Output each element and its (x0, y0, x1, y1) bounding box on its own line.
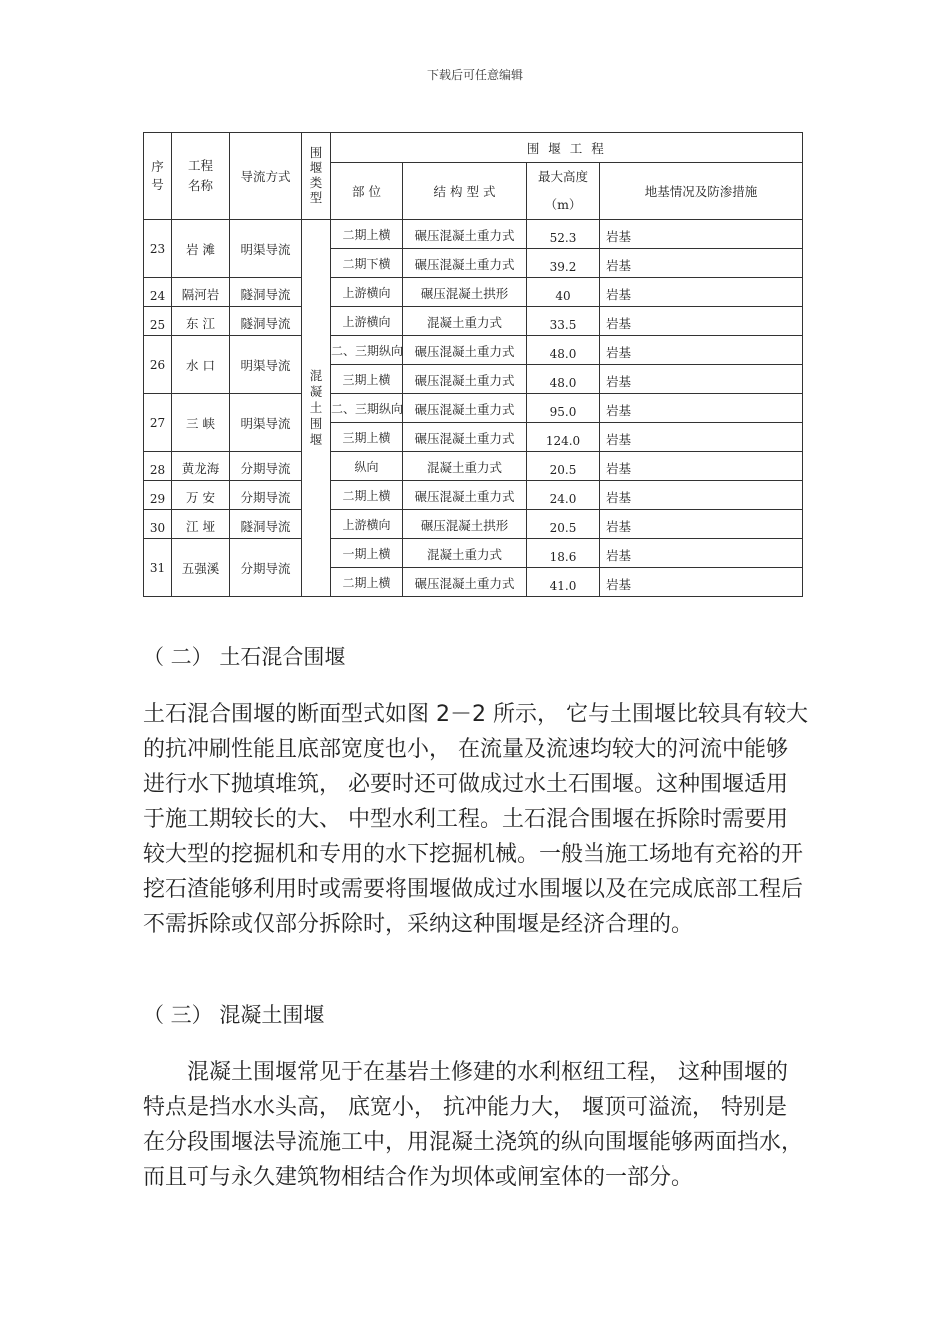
project-name: 五强溪 (172, 539, 230, 597)
col-name-header: 工程名称 (172, 133, 230, 220)
table-row (144, 278, 803, 307)
row-structure: 混凝土重力式 (403, 539, 527, 568)
project-method: 隧洞导流 (230, 510, 302, 539)
row-structure: 碾压混凝土重力式 (403, 481, 527, 510)
row-structure: 碾压混凝土重力式 (403, 423, 527, 452)
project-seq: 30 (144, 510, 172, 539)
row-foundation: 岩基 (600, 365, 803, 394)
row-height: 40 (527, 278, 600, 307)
row-part: 纵向 (331, 452, 403, 481)
row-structure: 碾压混凝土重力式 (403, 568, 527, 597)
table-row (144, 336, 803, 365)
project-name: 水 口 (172, 336, 230, 394)
table-row (144, 394, 803, 423)
row-structure: 碾压混凝土重力式 (403, 365, 527, 394)
row-foundation: 岩基 (600, 249, 803, 278)
row-part: 上游横向 (331, 278, 403, 307)
col-type-header: 围堰类型 (302, 133, 331, 220)
cofferdam-table (143, 132, 803, 597)
project-seq: 31 (144, 539, 172, 597)
project-seq: 24 (144, 278, 172, 307)
project-method: 明渠导流 (230, 394, 302, 452)
row-height: 20.5 (527, 510, 600, 539)
project-method: 隧洞导流 (230, 278, 302, 307)
project-seq: 29 (144, 481, 172, 510)
project-name: 黄龙海 (172, 452, 230, 481)
row-foundation: 岩基 (600, 539, 803, 568)
col-found-header: 地基情况及防渗措施 (600, 163, 803, 220)
row-foundation: 岩基 (600, 452, 803, 481)
col-part-header: 部 位 (331, 163, 403, 220)
row-structure: 碾压混凝土重力式 (403, 220, 527, 249)
project-name: 岩 滩 (172, 220, 230, 278)
row-foundation: 岩基 (600, 220, 803, 249)
row-foundation: 岩基 (600, 307, 803, 336)
row-height: 52.3 (527, 220, 600, 249)
row-part: 上游横向 (331, 510, 403, 539)
table-row (144, 539, 803, 568)
row-foundation: 岩基 (600, 510, 803, 539)
row-structure: 碾压混凝土拱形 (403, 510, 527, 539)
row-height: 48.0 (527, 365, 600, 394)
project-method: 分期导流 (230, 539, 302, 597)
table-row (144, 307, 803, 336)
col-seq-header: 序号 (144, 133, 172, 220)
project-method: 分期导流 (230, 452, 302, 481)
row-structure: 碾压混凝土重力式 (403, 336, 527, 365)
row-structure: 碾压混凝土重力式 (403, 394, 527, 423)
row-part: 二期下横 (331, 249, 403, 278)
project-seq: 25 (144, 307, 172, 336)
row-part: 二、三期纵向 (331, 394, 403, 423)
project-name: 东 江 (172, 307, 230, 336)
cofferdam-type: 混凝土围堰 (302, 220, 331, 597)
row-height: 39.2 (527, 249, 600, 278)
table-row (144, 220, 803, 249)
project-method: 明渠导流 (230, 336, 302, 394)
row-height: 95.0 (527, 394, 600, 423)
row-height: 24.0 (527, 481, 600, 510)
row-structure: 碾压混凝土拱形 (403, 278, 527, 307)
project-method: 明渠导流 (230, 220, 302, 278)
row-foundation: 岩基 (600, 278, 803, 307)
project-method: 隧洞导流 (230, 307, 302, 336)
col-height-header: 最大高度 （m） (527, 163, 600, 220)
page-header: 下载后可任意编辑 (426, 68, 523, 82)
table-row (144, 510, 803, 539)
project-method: 分期导流 (230, 481, 302, 510)
row-height: 48.0 (527, 336, 600, 365)
section2-title: （ 二） 土石混合围堰 (143, 645, 346, 669)
project-seq: 27 (144, 394, 172, 452)
table-row (144, 481, 803, 510)
section3-title: （ 三） 混凝土围堰 (143, 1003, 325, 1027)
row-height: 124.0 (527, 423, 600, 452)
section3-body: 混凝土围堰常见于在基岩土修建的水利枢纽工程， 这种围堰的特点是挡水水头高， 底宽小， 抗冲能力大， 堰顶可溢流， 特别是在分段围堰法导流施工中，用混凝土浇筑的纵向围堰能够两面挡水，而且可与永久建筑物相结合作为坝体或闸室体的一部分。 (143, 1060, 804, 1190)
row-structure: 混凝土重力式 (403, 307, 527, 336)
project-name: 隔河岩 (172, 278, 230, 307)
row-structure: 碾压混凝土重力式 (403, 249, 527, 278)
row-height: 18.6 (527, 539, 600, 568)
project-name: 江 垭 (172, 510, 230, 539)
row-foundation: 岩基 (600, 568, 803, 597)
row-foundation: 岩基 (600, 423, 803, 452)
row-part: 三期上横 (331, 423, 403, 452)
col-struct-header: 结 构 型 式 (403, 163, 527, 220)
row-foundation: 岩基 (600, 481, 803, 510)
row-height: 33.5 (527, 307, 600, 336)
project-name: 万 安 (172, 481, 230, 510)
group-header: 围 堰 工 程 (331, 133, 803, 163)
row-foundation: 岩基 (600, 336, 803, 365)
row-part: 二、三期纵向 (331, 336, 403, 365)
row-part: 三期上横 (331, 365, 403, 394)
project-seq: 23 (144, 220, 172, 278)
row-structure: 混凝土重力式 (403, 452, 527, 481)
row-part: 二期上横 (331, 220, 403, 249)
section2-body: 土石混合围堰的断面型式如图 2－2 所示， 它与土围堰比较具有较大的抗冲刷性能且底部宽度也小， 在流量及流速均较大的河流中能够进行水下抛填堆筑， 必要时还可做成过水土石围堰。这种围堰适用于施工期较长的大、 中型水利工程。土石混合围堰在拆除时需要用较大型的挖掘机和专用的水下挖掘机械。一般当施工场地有充裕的开挖石渣能够利用时或需要将围堰做成过水围堰以及在完成底部工程后不需拆除或仅部分拆除时，采纳这种围堰是经济合理的。 (143, 702, 808, 937)
row-part: 一期上横 (331, 539, 403, 568)
project-seq: 26 (144, 336, 172, 394)
row-part: 二期上横 (331, 568, 403, 597)
row-part: 上游横向 (331, 307, 403, 336)
row-foundation: 岩基 (600, 394, 803, 423)
project-name: 三 峡 (172, 394, 230, 452)
col-method-header: 导流方式 (230, 133, 302, 220)
row-height: 41.0 (527, 568, 600, 597)
table-row (144, 452, 803, 481)
row-part: 二期上横 (331, 481, 403, 510)
row-height: 20.5 (527, 452, 600, 481)
project-seq: 28 (144, 452, 172, 481)
